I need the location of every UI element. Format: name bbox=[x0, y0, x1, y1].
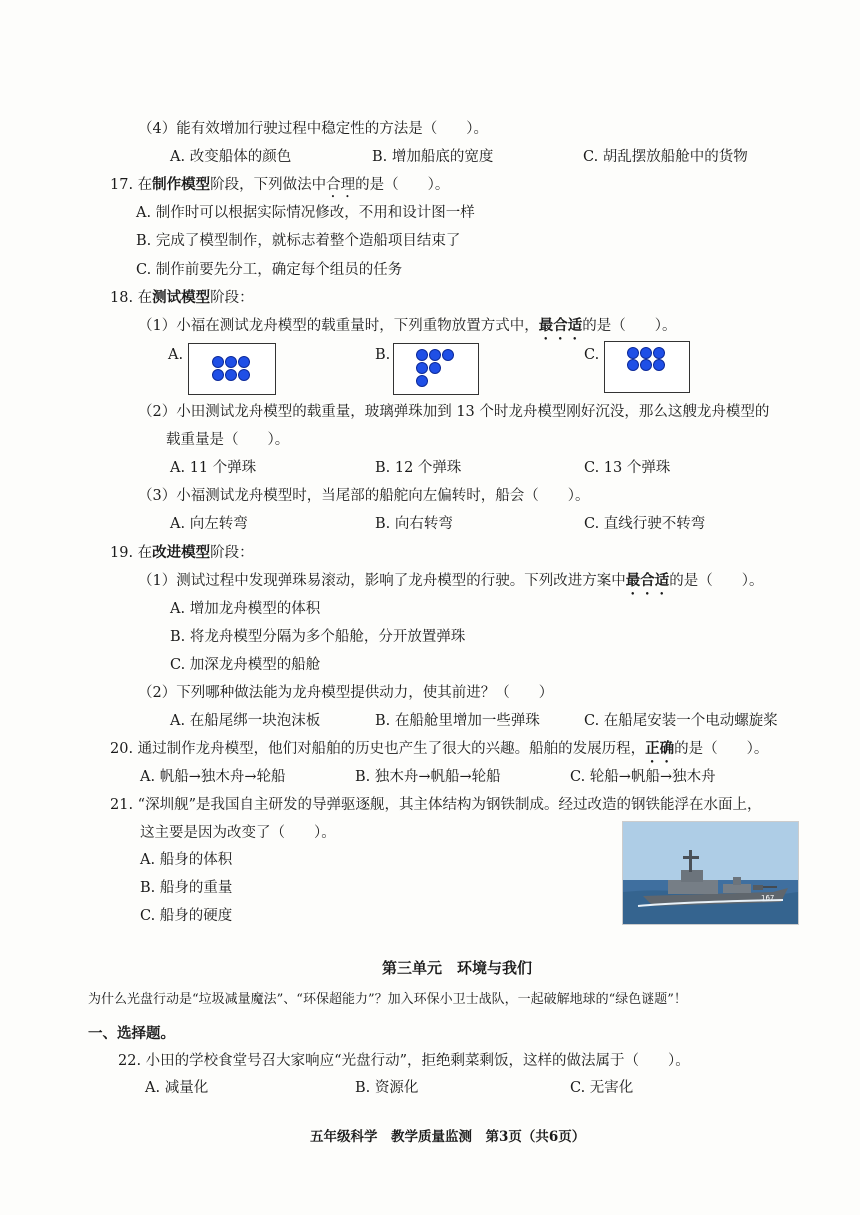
q18-1-option-c-diagram[interactable] bbox=[604, 341, 690, 393]
marble bbox=[225, 369, 237, 381]
q19-1-option-c[interactable]: C. 加深龙舟模型的船舱 bbox=[170, 657, 321, 673]
q17-option-b[interactable]: B. 完成了模型制作，就标志着整个造船项目结束了 bbox=[136, 233, 461, 249]
marble bbox=[429, 362, 441, 374]
q18-1-option-a-label[interactable]: A. bbox=[168, 347, 184, 363]
q19-2-stem: （2）下列哪种做法能为龙舟模型提供动力，使其前进？（ ） bbox=[138, 685, 554, 701]
marble bbox=[212, 369, 224, 381]
q17-stem-bold: 制作模型 bbox=[152, 176, 211, 193]
q18-2-stem-line2: 载重量是（ ）。 bbox=[166, 432, 290, 448]
marble bbox=[416, 349, 428, 361]
q17-stem-mid: 阶段，下列做法中 bbox=[210, 177, 327, 193]
q16-4-option-c[interactable]: C. 胡乱摆放船舱中的货物 bbox=[583, 149, 748, 165]
marble bbox=[416, 362, 428, 374]
q19-2-option-c[interactable]: C. 在船尾安装一个电动螺旋桨 bbox=[584, 713, 778, 729]
q20-stem-pre: 20. 通过制作龙舟模型，他们对船舶的历史也产生了很大的兴趣。船舶的发展历程， bbox=[110, 741, 646, 757]
marble bbox=[653, 347, 665, 359]
marble bbox=[640, 359, 652, 371]
unit3-intro: 为什么光盘行动是“垃圾减量魔法”、“环保超能力”？加入环保小卫士战队，一起破解地球的“绿色谜题”！ bbox=[88, 992, 687, 1007]
q19-2-option-a[interactable]: A. 在船尾绑一块泡沫板 bbox=[170, 713, 321, 729]
q18-1-stem-post: 的是（ ）。 bbox=[582, 318, 677, 334]
q18-3-option-a[interactable]: A. 向左转弯 bbox=[170, 516, 248, 532]
q21-stem-line2: 这主要是因为改变了（ ）。 bbox=[140, 825, 336, 841]
q22-option-c[interactable]: C. 无害化 bbox=[570, 1080, 634, 1096]
marble bbox=[212, 356, 224, 368]
page-footer: 五年级科学 教学质量监测 第3页（共6页） bbox=[310, 1129, 586, 1145]
q19-stem-pre: 19. 在 bbox=[110, 545, 153, 561]
marble bbox=[416, 375, 428, 387]
q17-stem bbox=[110, 175, 449, 201]
q21-option-c[interactable]: C. 船身的硬度 bbox=[140, 908, 233, 924]
q18-1-option-a-diagram[interactable] bbox=[188, 343, 276, 395]
q20-stem bbox=[110, 739, 768, 766]
q22-option-b[interactable]: B. 资源化 bbox=[355, 1080, 419, 1096]
warship-illustration bbox=[623, 822, 798, 924]
q18-stem-pre: 18. 在 bbox=[110, 290, 153, 306]
q19-1-stem-pre: （1）测试过程中发现弹珠易滚动，影响了龙舟模型的行驶。下列改进方案中 bbox=[138, 573, 626, 589]
q19-1-option-a[interactable]: A. 增加龙舟模型的体积 bbox=[170, 601, 321, 617]
q18-2-option-c[interactable]: C. 13 个弹珠 bbox=[584, 460, 671, 476]
q18-1-option-c-label[interactable]: C. bbox=[584, 347, 600, 363]
destroyer-photo bbox=[622, 821, 799, 925]
q18-2-option-a[interactable]: A. 11 个弹珠 bbox=[170, 460, 257, 476]
q19-1-stem-emphasis: 最合适 bbox=[625, 572, 670, 589]
q21-option-b[interactable]: B. 船身的重量 bbox=[140, 880, 233, 896]
q20-option-a[interactable]: A. 帆船→独木舟→轮船 bbox=[140, 769, 286, 785]
marble bbox=[640, 347, 652, 359]
q19-stem-bold: 改进模型 bbox=[152, 544, 211, 561]
q18-1-option-b-diagram[interactable] bbox=[393, 343, 479, 395]
q18-2-option-b[interactable]: B. 12 个弹珠 bbox=[375, 460, 462, 476]
q22-option-a[interactable]: A. 减量化 bbox=[145, 1080, 209, 1096]
q20-option-c[interactable]: C. 轮船→帆船→独木舟 bbox=[570, 769, 716, 785]
q19-stem bbox=[110, 543, 254, 563]
q18-1-stem bbox=[138, 316, 676, 343]
marble bbox=[238, 356, 250, 368]
q16-4-option-a[interactable]: A. 改变船体的颜色 bbox=[170, 149, 292, 165]
marble bbox=[627, 359, 639, 371]
q17-option-a[interactable]: A. 制作时可以根据实际情况修改，不用和设计图一样 bbox=[136, 205, 475, 221]
q18-3-option-c[interactable]: C. 直线行驶不转弯 bbox=[584, 516, 706, 532]
q18-1-stem-emphasis: 最合适 bbox=[538, 317, 583, 334]
q17-stem-pre: 17. 在 bbox=[110, 177, 153, 193]
q22-stem: 22. 小田的学校食堂号召大家响应“光盘行动”，拒绝剩菜剩饭，这样的做法属于（ ）。 bbox=[118, 1053, 690, 1069]
marble bbox=[429, 349, 441, 361]
marble bbox=[442, 349, 454, 361]
q17-option-c[interactable]: C. 制作前要先分工，确定每个组员的任务 bbox=[136, 262, 403, 278]
q19-1-option-b[interactable]: B. 将龙舟模型分隔为多个船舱，分开放置弹珠 bbox=[170, 629, 466, 645]
marble bbox=[627, 347, 639, 359]
unit3-title: 第三单元 环境与我们 bbox=[382, 959, 533, 977]
q18-stem bbox=[110, 288, 254, 308]
q19-2-option-b[interactable]: B. 在船舱里增加一些弹珠 bbox=[375, 713, 540, 729]
q19-1-stem-post: 的是（ ）。 bbox=[669, 573, 764, 589]
q16-4-stem: （4）能有效增加行驶过程中稳定性的方法是（ ）。 bbox=[138, 121, 488, 137]
q20-stem-post: 的是（ ）。 bbox=[674, 741, 769, 757]
q18-1-option-b-label[interactable]: B. bbox=[375, 347, 391, 363]
q19-stem-post: 阶段： bbox=[210, 545, 254, 561]
q18-2-stem-line1: （2）小田测试龙舟模型的载重量，玻璃弹珠加到 13 个时龙舟模型刚好沉没，那么这艘龙舟模型的 bbox=[138, 404, 770, 420]
q16-4-option-b[interactable]: B. 增加船底的宽度 bbox=[372, 149, 494, 165]
q21-stem-line1: 21. “深圳舰”是我国自主研发的导弹驱逐舰，其主体结构为钢铁制成。经过改造的钢铁能浮在水面上， bbox=[110, 797, 762, 813]
section-heading-choice: 一、选择题。 bbox=[88, 1025, 175, 1042]
q20-option-b[interactable]: B. 独木舟→帆船→轮船 bbox=[355, 769, 501, 785]
marble bbox=[225, 356, 237, 368]
q18-1-stem-pre: （1）小福在测试龙舟模型的载重量时，下列重物放置方式中， bbox=[138, 318, 539, 334]
q18-3-option-b[interactable]: B. 向右转弯 bbox=[375, 516, 453, 532]
q17-stem-emphasis: 合理 bbox=[326, 177, 356, 193]
marble bbox=[238, 369, 250, 381]
q19-1-stem bbox=[138, 571, 763, 598]
q18-3-stem: （3）小福测试龙舟模型时，当尾部的船舵向左偏转时，船会（ ）。 bbox=[138, 488, 590, 504]
q20-stem-emphasis: 正确 bbox=[645, 740, 675, 757]
q18-stem-post: 阶段： bbox=[210, 290, 254, 306]
q18-stem-bold: 测试模型 bbox=[152, 289, 211, 306]
q21-option-a[interactable]: A. 船身的体积 bbox=[140, 852, 233, 868]
marble bbox=[653, 359, 665, 371]
q17-stem-post: 的是（ ）。 bbox=[355, 177, 450, 193]
hull-number: 167 bbox=[761, 894, 775, 902]
